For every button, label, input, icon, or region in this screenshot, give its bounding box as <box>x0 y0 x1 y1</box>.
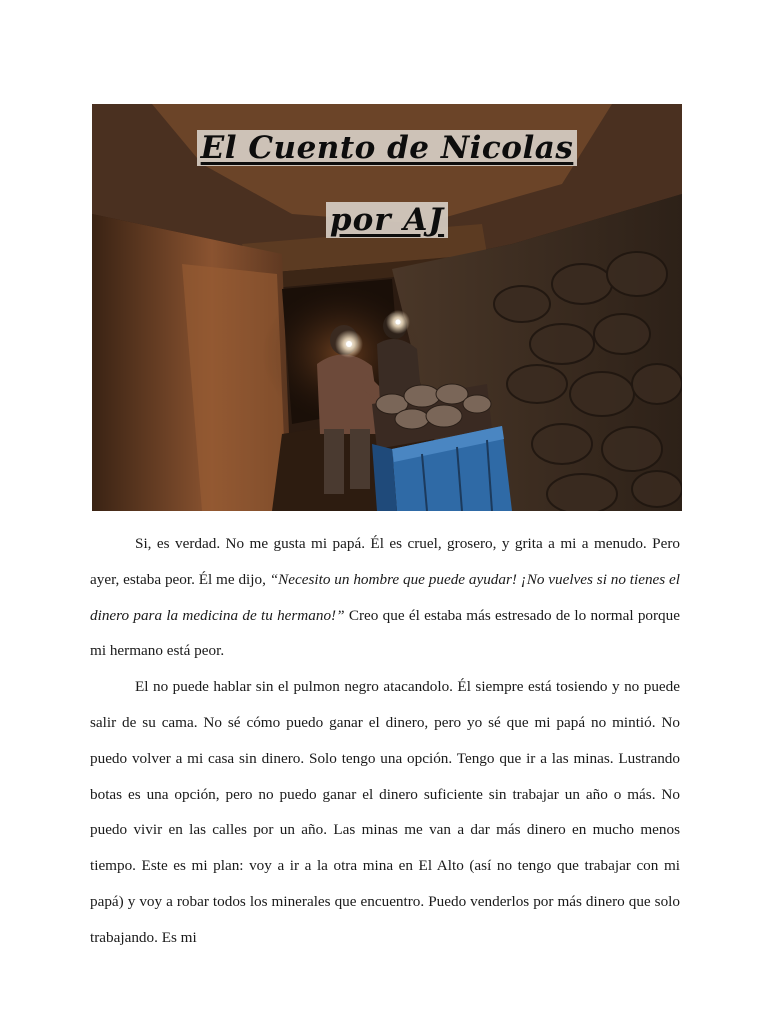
paragraph-2: El no puede hablar sin el pulmon negro atacandolo. Él siempre está tosiendo y no puede salir de su cama. No sé cómo puedo ganar el dinero, pero yo sé que mi papá no mintió. No puedo volver a mi casa sin dinero. Solo tengo una opción. Tengo que ir a las minas. Lustrando botas es una opción, pero no puedo ganar el dinero suficiente sin trabajar un año o más. No puedo vivir en las calles por un año. Las minas me van a dar más dinero en mucho menos tiempo. Este es mi plan: voy a ir a la otra mina en El Alto (así no tengo que trabajar con mi papá) y voy a robar todos los minerales que encuentro. Puedo venderlos por más dinero que solo trabajando. Es mi <box>90 678 680 946</box>
story-body <box>90 526 680 956</box>
story-author: por AJ <box>92 202 682 238</box>
cover-image <box>92 104 682 511</box>
quote: “Necesito un hombre que puede ayudar! ¡No vuelves si no tienes el dinero para la medicina de tu hermano!” <box>90 570 680 624</box>
story-title: El Cuento de Nicolas <box>92 130 682 166</box>
paragraph-1: Si, es verdad. No me gusta mi papá. Él es cruel, grosero, y grita a mi a menudo. Pero ayer, estaba peor. Él me dijo, “Necesito un hombre que puede ayudar! ¡No vuelves si no tienes el dinero para la medicina de tu hermano!” Creo que él estaba más estresado de lo normal porque mi hermano está peor. <box>90 535 680 660</box>
